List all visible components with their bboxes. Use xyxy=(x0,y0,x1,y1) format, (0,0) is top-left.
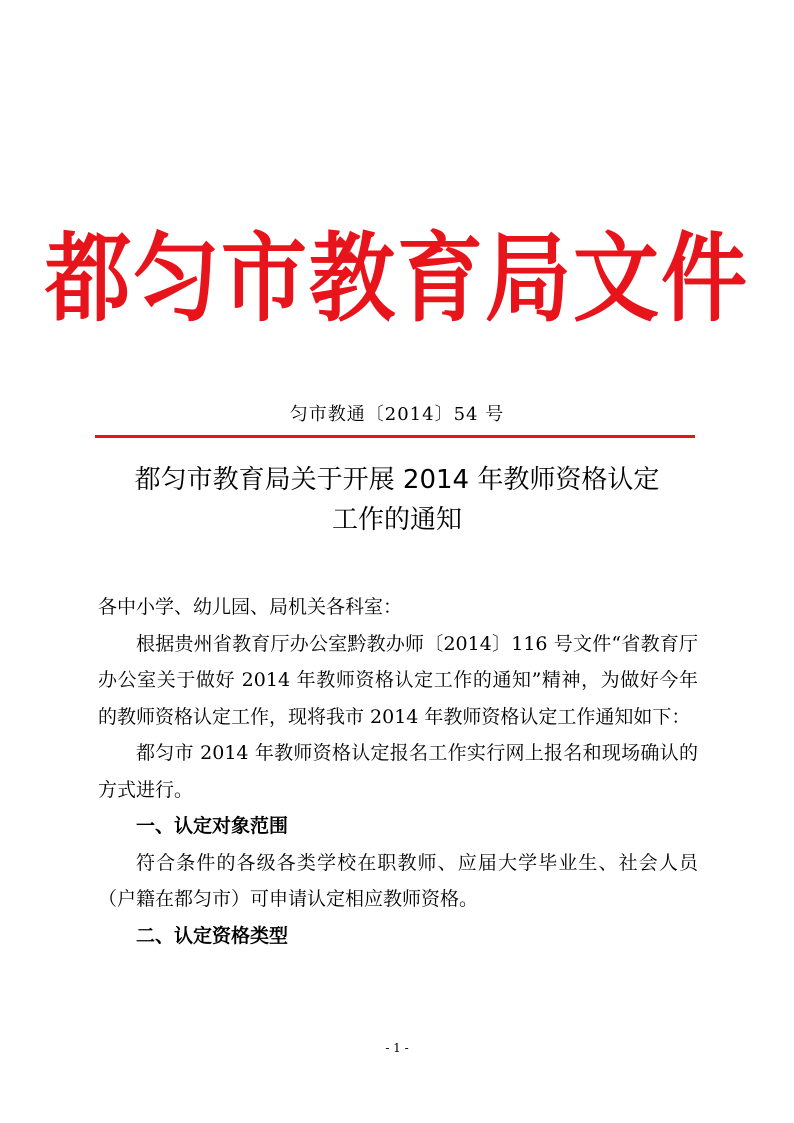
salutation: 各中小学、幼儿园、局机关各科室： xyxy=(98,596,403,618)
paragraph-method: 都匀市 2014 年教师资格认定报名工作实行网上报名和现场确认的方式进行。 xyxy=(98,742,698,801)
document-number: 匀市教通〔2014〕54 号 xyxy=(289,404,505,425)
section-heading-1: 一、认定对象范围 xyxy=(136,815,289,837)
page-number: - 1 - xyxy=(385,1041,409,1055)
paragraph-basis: 根据贵州省教育厅办公室黔教办师〔2014〕116 号文件“省教育厅办公室关于做好 2014 年教师资格认定工作的通知”精神，为做好今年的教师资格认定工作，现将我市 2014 年教师资格认定工作通知如下： xyxy=(98,632,698,728)
red-divider-line xyxy=(95,435,695,438)
notice-title-line-2: 工作的通知 xyxy=(331,505,462,535)
section-heading-2: 二、认定资格类型 xyxy=(136,924,289,947)
paragraph-scope: 符合条件的各级各类学校在职教师、应届大学毕业生、社会人员（户籍在都匀市）可申请认定相应教师资格。 xyxy=(98,851,698,910)
notice-title xyxy=(60,460,734,540)
document-body xyxy=(98,589,698,954)
notice-title-line-1: 都匀市教育局关于开展 2014 年教师资格认定 xyxy=(134,465,660,495)
masthead-title: 都匀市教育局文件 xyxy=(45,223,749,336)
